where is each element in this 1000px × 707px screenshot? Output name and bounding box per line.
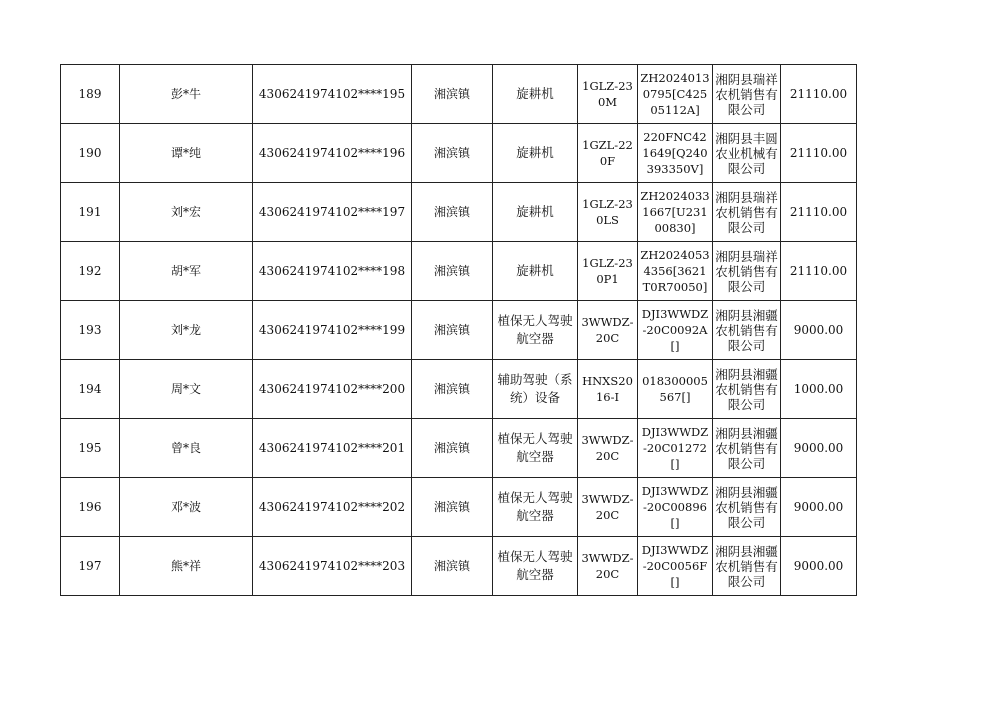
row-number-cell bbox=[61, 419, 120, 478]
machine-type-cell bbox=[493, 537, 578, 596]
dealer-company: 湘阴县湘疆农机销售有限公司 bbox=[715, 366, 778, 412]
dealer-company: 湘阴县湘疆农机销售有限公司 bbox=[715, 543, 778, 589]
id-number: 4306241974102****198 bbox=[258, 264, 406, 278]
dealer-company: 湘阴县瑞祥农机销售有限公司 bbox=[715, 248, 778, 294]
dealer-company-cell bbox=[713, 478, 781, 537]
serial-number: DJI3WWDZ-20C0056F[] bbox=[641, 543, 709, 589]
town-name-cell bbox=[412, 537, 493, 596]
town-name-cell bbox=[412, 65, 493, 124]
dealer-company-cell bbox=[713, 360, 781, 419]
row-number: 193 bbox=[78, 323, 102, 337]
town-name: 湘滨镇 bbox=[433, 205, 470, 219]
machine-type: 植保无人驾驶航空器 bbox=[497, 313, 573, 346]
table-row bbox=[61, 478, 857, 537]
serial-number-cell bbox=[638, 301, 713, 360]
serial-number: ZH20240130795[C42505112A] bbox=[640, 71, 710, 117]
table-row bbox=[61, 360, 857, 419]
town-name-cell bbox=[412, 301, 493, 360]
machine-type-cell bbox=[493, 478, 578, 537]
farmer-name-cell bbox=[120, 242, 253, 301]
id-number-cell bbox=[253, 478, 412, 537]
town-name-cell bbox=[412, 360, 493, 419]
dealer-company: 湘阴县湘疆农机销售有限公司 bbox=[715, 307, 778, 353]
id-number-cell bbox=[253, 301, 412, 360]
row-number-cell bbox=[61, 242, 120, 301]
serial-number: ZH20240534356[3621T0R70050] bbox=[640, 248, 710, 294]
row-number-cell bbox=[61, 478, 120, 537]
dealer-company-cell bbox=[713, 242, 781, 301]
dealer-company-cell bbox=[713, 537, 781, 596]
town-name: 湘滨镇 bbox=[433, 87, 470, 101]
farmer-name: 曾*良 bbox=[170, 441, 201, 455]
row-number-cell bbox=[61, 124, 120, 183]
town-name: 湘滨镇 bbox=[433, 264, 470, 278]
table-row bbox=[61, 301, 857, 360]
dealer-company: 湘阴县瑞祥农机销售有限公司 bbox=[715, 189, 778, 235]
farmer-name: 刘*龙 bbox=[170, 323, 201, 337]
machine-model: 1GLZ-230P1 bbox=[582, 256, 633, 286]
serial-number-cell bbox=[638, 360, 713, 419]
farmer-name: 邓*波 bbox=[170, 500, 201, 514]
serial-number-cell bbox=[638, 537, 713, 596]
subsidy-amount-cell bbox=[781, 478, 857, 537]
dealer-company-cell bbox=[713, 124, 781, 183]
serial-number-cell bbox=[638, 478, 713, 537]
serial-number-cell bbox=[638, 65, 713, 124]
subsidy-amount: 21110.00 bbox=[789, 205, 848, 219]
id-number-cell bbox=[253, 537, 412, 596]
machine-model: 3WWDZ-20C bbox=[581, 551, 634, 581]
row-number-cell bbox=[61, 537, 120, 596]
row-number-cell bbox=[61, 301, 120, 360]
row-number-cell bbox=[61, 183, 120, 242]
machine-type: 旋耕机 bbox=[516, 204, 554, 219]
table-row bbox=[61, 419, 857, 478]
subsidy-amount: 1000.00 bbox=[793, 382, 844, 396]
serial-number-cell bbox=[638, 183, 713, 242]
farmer-name: 胡*军 bbox=[170, 264, 201, 278]
town-name-cell bbox=[412, 419, 493, 478]
table-row bbox=[61, 242, 857, 301]
farmer-name: 谭*纯 bbox=[170, 146, 201, 160]
farmer-name: 周*文 bbox=[170, 382, 201, 396]
row-number-cell bbox=[61, 65, 120, 124]
town-name: 湘滨镇 bbox=[433, 382, 470, 396]
serial-number: 018300005567[] bbox=[642, 374, 708, 404]
serial-number: 220FNC421649[Q240393350V] bbox=[642, 130, 708, 176]
machine-model-cell bbox=[578, 419, 638, 478]
id-number: 4306241974102****199 bbox=[258, 323, 406, 337]
machine-model-cell bbox=[578, 242, 638, 301]
dealer-company: 湘阴县湘疆农机销售有限公司 bbox=[715, 425, 778, 471]
machine-type-cell bbox=[493, 124, 578, 183]
town-name: 湘滨镇 bbox=[433, 323, 470, 337]
id-number: 4306241974102****195 bbox=[258, 87, 406, 101]
table-row bbox=[61, 124, 857, 183]
machine-model: 1GLZ-230M bbox=[582, 79, 633, 109]
farmer-name-cell bbox=[120, 419, 253, 478]
machine-type: 旋耕机 bbox=[516, 86, 554, 101]
farmer-name: 刘*宏 bbox=[170, 205, 201, 219]
subsidy-amount: 9000.00 bbox=[793, 500, 844, 514]
machine-model-cell bbox=[578, 537, 638, 596]
farmer-name-cell bbox=[120, 537, 253, 596]
town-name: 湘滨镇 bbox=[433, 441, 470, 455]
farmer-name: 熊*祥 bbox=[170, 559, 201, 573]
machine-model-cell bbox=[578, 65, 638, 124]
dealer-company-cell bbox=[713, 183, 781, 242]
serial-number-cell bbox=[638, 242, 713, 301]
id-number-cell bbox=[253, 183, 412, 242]
machine-type-cell bbox=[493, 183, 578, 242]
id-number-cell bbox=[253, 242, 412, 301]
id-number-cell bbox=[253, 65, 412, 124]
machine-type-cell bbox=[493, 301, 578, 360]
subsidy-amount: 9000.00 bbox=[793, 559, 844, 573]
subsidy-amount-cell bbox=[781, 301, 857, 360]
machine-model-cell bbox=[578, 301, 638, 360]
subsidy-amount-cell bbox=[781, 183, 857, 242]
subsidy-amount: 9000.00 bbox=[793, 323, 844, 337]
town-name: 湘滨镇 bbox=[433, 559, 470, 573]
machine-type: 植保无人驾驶航空器 bbox=[497, 490, 573, 523]
machine-type: 植保无人驾驶航空器 bbox=[497, 549, 573, 582]
row-number: 190 bbox=[78, 146, 102, 160]
machine-type-cell bbox=[493, 419, 578, 478]
row-number: 196 bbox=[78, 500, 102, 514]
row-number: 192 bbox=[78, 264, 102, 278]
town-name-cell bbox=[412, 478, 493, 537]
id-number: 4306241974102****201 bbox=[258, 441, 406, 455]
dealer-company-cell bbox=[713, 65, 781, 124]
machine-model-cell bbox=[578, 124, 638, 183]
table-row bbox=[61, 65, 857, 124]
row-number: 194 bbox=[78, 382, 102, 396]
subsidy-amount-cell bbox=[781, 419, 857, 478]
serial-number: DJI3WWDZ-20C01272[] bbox=[641, 425, 709, 471]
dealer-company-cell bbox=[713, 301, 781, 360]
serial-number: ZH20240331667[U23100830] bbox=[640, 189, 710, 235]
farmer-name-cell bbox=[120, 301, 253, 360]
subsidy-amount: 21110.00 bbox=[789, 264, 848, 278]
machine-type-cell bbox=[493, 360, 578, 419]
machine-type: 旋耕机 bbox=[516, 145, 554, 160]
machine-type-cell bbox=[493, 242, 578, 301]
table-body bbox=[61, 65, 857, 596]
serial-number-cell bbox=[638, 124, 713, 183]
serial-number-cell bbox=[638, 419, 713, 478]
id-number-cell bbox=[253, 419, 412, 478]
farmer-name-cell bbox=[120, 183, 253, 242]
machine-model-cell bbox=[578, 478, 638, 537]
machine-type: 辅助驾驶（系统）设备 bbox=[497, 372, 573, 405]
table-row bbox=[61, 537, 857, 596]
table-row bbox=[61, 183, 857, 242]
serial-number: DJI3WWDZ-20C0092A[] bbox=[641, 307, 709, 353]
farmer-name: 彭*牛 bbox=[170, 87, 201, 101]
town-name-cell bbox=[412, 183, 493, 242]
subsidy-amount-cell bbox=[781, 65, 857, 124]
subsidy-amount-cell bbox=[781, 537, 857, 596]
farmer-name-cell bbox=[120, 478, 253, 537]
dealer-company: 湘阴县湘疆农机销售有限公司 bbox=[715, 484, 778, 530]
farmer-name-cell bbox=[120, 360, 253, 419]
subsidy-amount: 21110.00 bbox=[789, 87, 848, 101]
id-number: 4306241974102****197 bbox=[258, 205, 406, 219]
id-number-cell bbox=[253, 124, 412, 183]
id-number-cell bbox=[253, 360, 412, 419]
machine-model-cell bbox=[578, 183, 638, 242]
row-number-cell bbox=[61, 360, 120, 419]
farmer-name-cell bbox=[120, 65, 253, 124]
dealer-company: 湘阴县瑞祥农机销售有限公司 bbox=[715, 71, 778, 117]
machine-model: 3WWDZ-20C bbox=[581, 433, 634, 463]
subsidy-amount: 9000.00 bbox=[793, 441, 844, 455]
subsidy-amount-cell bbox=[781, 360, 857, 419]
machine-model: 3WWDZ-20C bbox=[581, 492, 634, 522]
town-name: 湘滨镇 bbox=[433, 500, 470, 514]
subsidy-amount: 21110.00 bbox=[789, 146, 848, 160]
machine-model: 1GZL-220F bbox=[582, 138, 633, 168]
row-number: 195 bbox=[78, 441, 102, 455]
town-name-cell bbox=[412, 242, 493, 301]
subsidy-amount-cell bbox=[781, 242, 857, 301]
row-number: 189 bbox=[78, 87, 102, 101]
dealer-company: 湘阴县丰圆农业机械有限公司 bbox=[715, 130, 778, 176]
machine-model: 1GLZ-230LS bbox=[582, 197, 633, 227]
machine-model-cell bbox=[578, 360, 638, 419]
subsidy-table bbox=[60, 64, 857, 596]
subsidy-amount-cell bbox=[781, 124, 857, 183]
id-number: 4306241974102****203 bbox=[258, 559, 406, 573]
row-number: 197 bbox=[78, 559, 102, 573]
id-number: 4306241974102****196 bbox=[258, 146, 406, 160]
machine-model: HNXS2016-I bbox=[582, 374, 633, 404]
town-name: 湘滨镇 bbox=[433, 146, 470, 160]
id-number: 4306241974102****202 bbox=[258, 500, 406, 514]
id-number: 4306241974102****200 bbox=[258, 382, 406, 396]
machine-model: 3WWDZ-20C bbox=[581, 315, 634, 345]
town-name-cell bbox=[412, 124, 493, 183]
machine-type: 植保无人驾驶航空器 bbox=[497, 431, 573, 464]
machine-type-cell bbox=[493, 65, 578, 124]
serial-number: DJI3WWDZ-20C00896[] bbox=[641, 484, 709, 530]
row-number: 191 bbox=[78, 205, 102, 219]
machine-type: 旋耕机 bbox=[516, 263, 554, 278]
farmer-name-cell bbox=[120, 124, 253, 183]
dealer-company-cell bbox=[713, 419, 781, 478]
